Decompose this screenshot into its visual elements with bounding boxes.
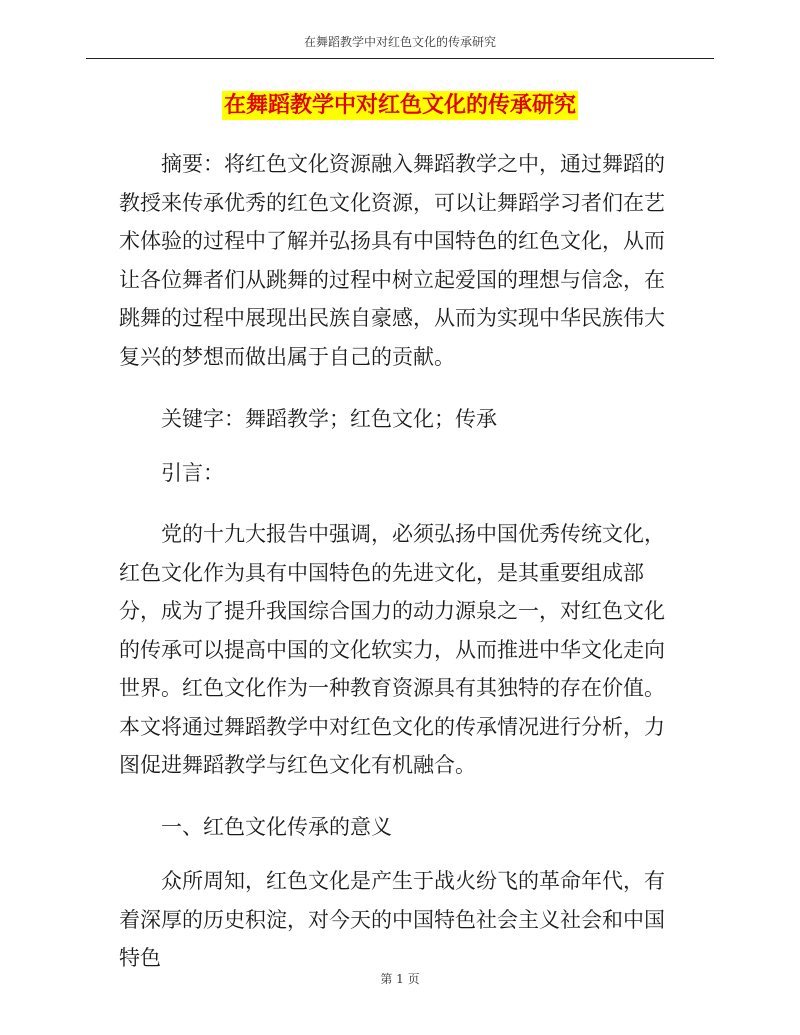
abstract-paragraph: 摘要：将红色文化资源融入舞蹈教学之中，通过舞蹈的教授来传承优秀的红色文化资源，可以让舞蹈学习者们在艺术体验的过程中了解并弘扬具有中国特色的红色文化，从而让各位舞者们从跳舞的过程中树立起爱国的理想与信念，在跳舞的过程中展现出民族自豪感，从而为实现中华民族伟大复兴的梦想而做出属于自己的贡献。 bbox=[119, 152, 665, 369]
page-number: 第 1 页 bbox=[380, 972, 420, 986]
section-heading: 一、红色文化传承的意义 bbox=[161, 815, 392, 839]
intro-paragraph: 党的十九大报告中强调，必须弘扬中国优秀传统文化，红色文化作为具有中国特色的先进文化，是其重要组成部分，成为了提升我国综合国力的动力源泉之一，对红色文化的传承可以提高中国的文化软实力，从而推进中华文化走向世界。红色文化作为一种教育资源具有其独特的存在价值。本文将通过舞蹈教学中对红色文化的传承情况进行分析，力图促进舞蹈教学与红色文化有机融合。 bbox=[119, 522, 665, 777]
header-divider bbox=[86, 58, 714, 59]
section-paragraph: 众所周知，红色文化是产生于战火纷飞的革命年代，有着深厚的历史积淀，对今天的中国特色社会主义社会和中国特色 bbox=[119, 869, 665, 970]
intro-label: 引言： bbox=[161, 461, 224, 485]
running-header-title: 在舞蹈教学中对红色文化的传承研究 bbox=[303, 35, 496, 49]
page-header bbox=[0, 0, 800, 50]
document-title-text: 在舞蹈教学中对红色文化的传承研究 bbox=[223, 93, 576, 118]
keywords-line: 关键字：舞蹈教学；红色文化；传承 bbox=[161, 407, 497, 431]
document-title bbox=[0, 91, 800, 121]
